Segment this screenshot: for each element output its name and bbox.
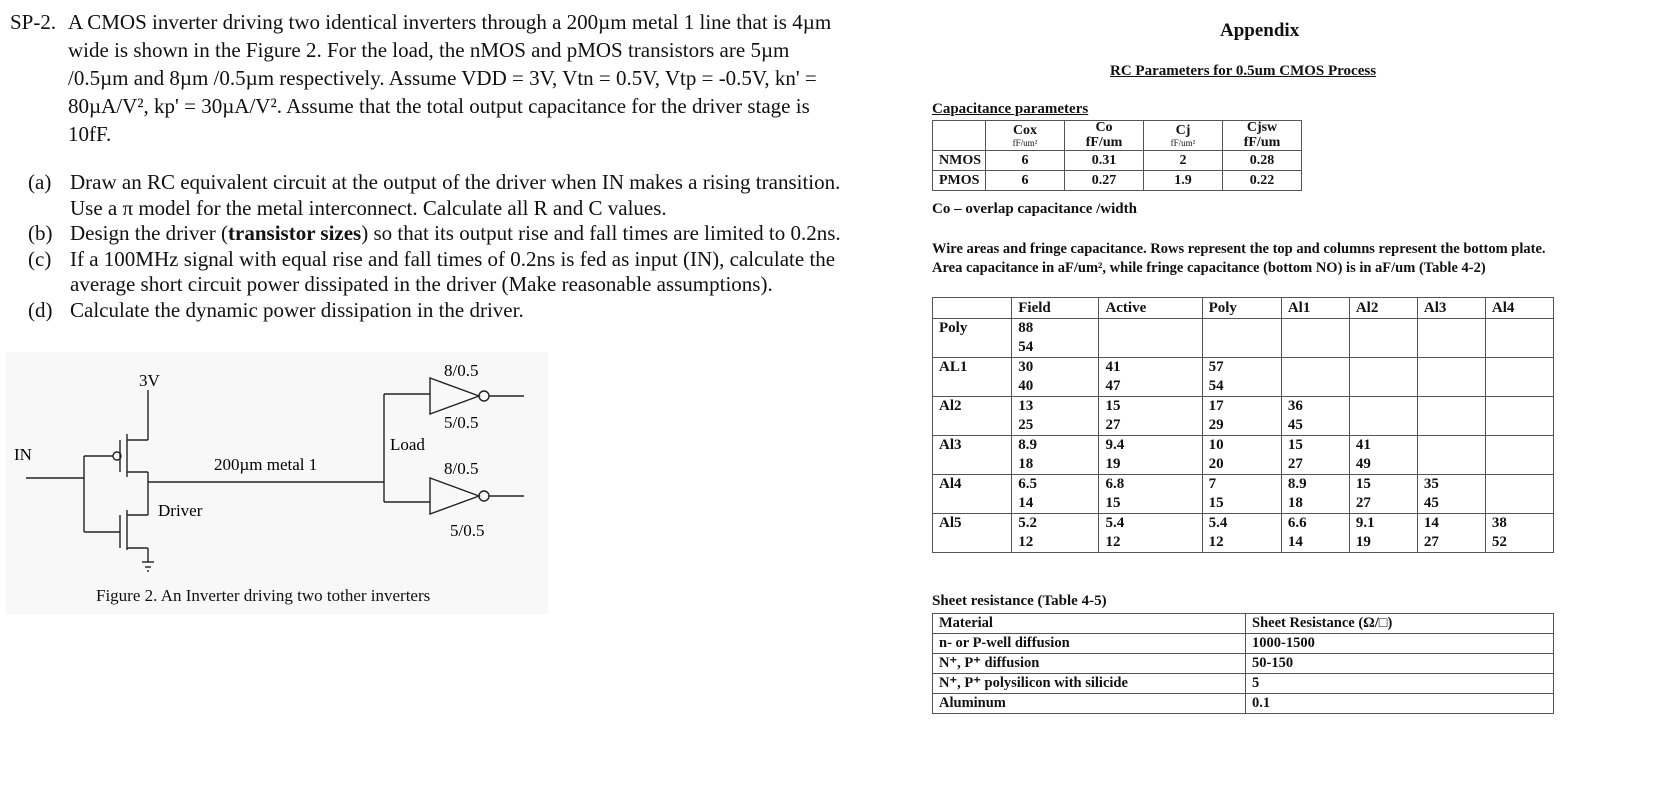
wire-cell — [1099, 514, 1202, 553]
part-label: (a) — [28, 170, 52, 194]
wire-area-value: 17 — [1208, 398, 1224, 414]
cap-cell: 6 — [986, 171, 1065, 191]
cap-header-row — [933, 121, 1302, 151]
wire-area-value: 6.5 — [1018, 476, 1037, 492]
wire-cell — [1485, 475, 1553, 514]
wire-cell — [1099, 436, 1202, 475]
wire-area-value: 88 — [1018, 320, 1034, 336]
wire-fringe-value: 25 — [1018, 417, 1034, 433]
wire-area-value: 41 — [1105, 359, 1121, 375]
wire-area-value: 5.2 — [1018, 515, 1037, 531]
wire-cell — [1349, 514, 1417, 553]
question-parts — [28, 170, 908, 323]
wire-cell — [1012, 436, 1099, 475]
wire-cell — [1349, 358, 1417, 397]
wire-fringe-value: 29 — [1208, 417, 1224, 433]
part-line: average short circuit power dissipated in the driver (Make reasonable assumptions). — [70, 272, 773, 296]
wire-fringe-value: 14 — [1018, 495, 1034, 511]
wire-cell — [1485, 358, 1553, 397]
wire-row-name: Al3 — [933, 436, 1012, 475]
wire-fringe-value: 15 — [1105, 495, 1121, 511]
wire-cell — [1417, 358, 1485, 397]
sheet-material: Aluminum — [933, 694, 1246, 714]
wire-area-value: 36 — [1287, 398, 1303, 414]
wire-fringe-value: 47 — [1105, 378, 1121, 394]
sheet-header: Material — [933, 614, 1246, 634]
part-line: Draw an RC equivalent circuit at the output of the driver when IN makes a rising transition. — [70, 170, 841, 194]
inv2-bottom-label: 5/0.5 — [450, 521, 485, 540]
sheet-value: 0.1 — [1246, 694, 1554, 714]
wire-fringe-value: 49 — [1355, 456, 1371, 472]
cap-header-corner — [933, 121, 986, 151]
load-inverter-2 — [430, 478, 479, 514]
wire-row — [933, 358, 1554, 397]
cap-header-unit: fF/um — [1243, 135, 1281, 150]
wire-cell — [1349, 436, 1417, 475]
wire-fringe-value: 14 — [1287, 534, 1303, 550]
problem-line: 10fF. — [68, 122, 112, 146]
sheet-value: 1000-1500 — [1246, 634, 1554, 654]
wire-col-header: Al3 — [1417, 298, 1485, 319]
wire-cell — [1349, 319, 1417, 358]
cap-cell: 2 — [1144, 151, 1223, 171]
wire-fringe-value: 45 — [1423, 495, 1439, 511]
wire-cell — [1281, 436, 1349, 475]
sheet-material: N⁺, P⁺ polysilicon with silicide — [933, 674, 1246, 694]
wire-cell — [1202, 397, 1281, 436]
wire-cell — [1012, 475, 1099, 514]
wire-row — [933, 436, 1554, 475]
wire-fringe-value: 27 — [1105, 417, 1121, 433]
wire-cell — [1485, 436, 1553, 475]
wire-row — [933, 514, 1554, 553]
wire-cell — [1417, 319, 1485, 358]
wire-fringe-value: 20 — [1208, 456, 1224, 472]
vdd-label: 3V — [139, 371, 160, 390]
appendix-title: Appendix — [1220, 20, 1300, 41]
cap-row-name: PMOS — [933, 171, 986, 191]
wire-fringe-value: 18 — [1018, 456, 1034, 472]
question-part — [28, 298, 908, 324]
wire-cell — [1012, 319, 1099, 358]
wire-area-value: 9.4 — [1105, 437, 1125, 453]
sheet-row — [933, 654, 1554, 674]
wire-row-name: Al4 — [933, 475, 1012, 514]
part-label: (c) — [28, 246, 52, 271]
cap-cell: 1.9 — [1144, 171, 1223, 191]
wire-label: 200µm metal 1 — [214, 455, 318, 474]
wire-col-header: Active — [1099, 298, 1202, 319]
part-label: (d) — [28, 297, 53, 322]
wire-col-header: Al4 — [1485, 298, 1553, 319]
wire-col-header: Al1 — [1281, 298, 1349, 319]
wire-area-value: 41 — [1355, 437, 1371, 453]
wire-cell — [1099, 319, 1202, 358]
wire-cell — [1417, 514, 1485, 553]
part-text-bold: transistor sizes — [228, 221, 362, 245]
part-text — [70, 221, 908, 247]
capacitance-title: Capacitance parameters — [932, 101, 1089, 117]
wire-cell — [1012, 358, 1099, 397]
wire-area-value: 10 — [1208, 437, 1224, 453]
wire-fringe-value: 27 — [1423, 534, 1439, 550]
wire-cell — [1202, 475, 1281, 514]
wire-fringe-value: 27 — [1287, 456, 1303, 472]
input-label: IN — [14, 445, 32, 464]
sheet-row — [933, 634, 1554, 654]
wire-fringe-value: 19 — [1355, 534, 1371, 550]
problem-line: 80µA/V², kp' = 30µA/V². Assume that the total output capacitance for the driver stage is — [68, 94, 810, 118]
wire-fringe-value: 12 — [1208, 534, 1224, 550]
wire-area-value: 5.4 — [1208, 515, 1228, 531]
wire-area-value: 6.8 — [1105, 476, 1125, 492]
inv2-top-label: 8/0.5 — [444, 459, 479, 478]
part-line: Calculate the dynamic power dissipation in the driver. — [70, 297, 524, 322]
wire-cell — [1202, 319, 1281, 358]
cap-header-name: Co — [1095, 120, 1113, 135]
sheet-row — [933, 694, 1554, 714]
cap-row-name: NMOS — [933, 151, 986, 171]
load-inverter-1 — [430, 378, 479, 414]
wire-area-value: 6.6 — [1287, 515, 1307, 531]
appendix-subtitle: RC Parameters for 0.5um CMOS Process — [1110, 63, 1377, 79]
wire-cell — [1281, 358, 1349, 397]
cap-cell: 0.27 — [1065, 171, 1144, 191]
part-text — [70, 247, 908, 298]
part-line: Use a π model for the metal interconnect. Calculate all R and C values. — [70, 195, 667, 220]
wire-area-value: 14 — [1423, 515, 1439, 531]
wire-area-value: 38 — [1491, 515, 1507, 531]
figure-caption: Figure 2. An Inverter driving two tother inverters — [96, 586, 431, 605]
wire-fringe-value: 54 — [1018, 339, 1034, 355]
sheet-value: 50-150 — [1246, 654, 1554, 674]
wire-area-value: 9.1 — [1355, 515, 1375, 531]
wire-area-value: 7 — [1208, 476, 1217, 492]
cap-header-name: Cjsw — [1246, 120, 1278, 135]
wire-cell — [1012, 397, 1099, 436]
wire-area-value: 30 — [1018, 359, 1034, 375]
inv1-bottom-label: 5/0.5 — [444, 413, 479, 432]
sheet-material: n- or P-well diffusion — [933, 634, 1246, 654]
problem-line: wide is shown in the Figure 2. For the load, the nMOS and pMOS transistors are 5µm — [68, 38, 790, 62]
wire-cell — [1281, 514, 1349, 553]
wire-cell — [1281, 319, 1349, 358]
wire-row-name: Al5 — [933, 514, 1012, 553]
part-text-pre: Design the driver ( — [70, 221, 229, 245]
wire-cell — [1417, 475, 1485, 514]
wire-area-value: 8.9 — [1287, 476, 1307, 492]
wire-row-name: Al2 — [933, 397, 1012, 436]
wire-fringe-value: 12 — [1018, 534, 1034, 550]
wire-cell — [1485, 319, 1553, 358]
wire-area-value: 15 — [1287, 437, 1303, 453]
part-text — [70, 170, 908, 221]
problem-statement — [10, 8, 890, 148]
wire-cell — [1202, 514, 1281, 553]
wire-cell — [1417, 436, 1485, 475]
wire-cell — [1099, 358, 1202, 397]
cap-header — [1223, 121, 1302, 151]
wire-cell — [1099, 475, 1202, 514]
wire-row — [933, 475, 1554, 514]
wire-row-name: Poly — [933, 319, 1012, 358]
wire-cell — [1202, 358, 1281, 397]
part-label: (b) — [28, 221, 53, 245]
problem-number: SP-2. — [10, 10, 57, 34]
cap-header-name: Cox — [1012, 122, 1038, 138]
wire-col-header: Field — [1012, 298, 1099, 319]
question-part — [28, 170, 908, 221]
sheet-resistance-title: Sheet resistance (Table 4-5) — [932, 593, 1107, 609]
wire-row-name: AL1 — [933, 358, 1012, 397]
inv1-top-label: 8/0.5 — [444, 361, 479, 380]
cap-header — [1065, 121, 1144, 151]
driver-label: Driver — [158, 501, 203, 520]
question-part — [28, 247, 908, 298]
wire-fringe-value: 54 — [1208, 378, 1224, 394]
wire-fringe-value: 18 — [1287, 495, 1303, 511]
wire-cell — [1281, 397, 1349, 436]
wire-cell — [1349, 475, 1417, 514]
figure-panel — [6, 352, 548, 614]
part-line: If a 100MHz signal with equal rise and fall times of 0.2ns is fed as input (IN), calculate the — [70, 246, 836, 271]
cap-cell: 0.28 — [1223, 151, 1302, 171]
wire-capacitance-table — [932, 297, 1554, 553]
problem-line: /0.5µm and 8µm /0.5µm respectively. Assume VDD = 3V, Vtn = 0.5V, Vtp = -0.5V, kn' = — [68, 66, 817, 90]
wire-fringe-value: 12 — [1105, 534, 1121, 550]
cap-header — [1144, 121, 1223, 151]
wire-cell — [1281, 475, 1349, 514]
wire-fringe-value: 27 — [1355, 495, 1371, 511]
question-part — [28, 221, 908, 247]
cap-header-unit: fF/um² — [1170, 137, 1196, 148]
problem-line: A CMOS inverter driving two identical inverters through a 200µm metal 1 line that is 4µm — [68, 10, 832, 34]
wire-area-value: 57 — [1208, 359, 1224, 375]
inverter-circuit-diagram — [6, 352, 548, 614]
problem-text — [68, 8, 890, 148]
wire-area-value: 15 — [1105, 398, 1121, 414]
cap-header-name: Cj — [1175, 122, 1191, 138]
wire-cell — [1417, 397, 1485, 436]
wire-fringe-value: 19 — [1105, 456, 1121, 472]
wire-row — [933, 319, 1554, 358]
part-text-post: ) so that its output rise and fall times are limited to 0.2ns. — [361, 221, 841, 245]
sheet-row — [933, 674, 1554, 694]
cap-header — [986, 121, 1065, 151]
wire-cell — [1099, 397, 1202, 436]
wire-cell — [1012, 514, 1099, 553]
sheet-resistance-table — [932, 613, 1554, 714]
sheet-material: N⁺, P⁺ diffusion — [933, 654, 1246, 674]
wire-cell — [1349, 397, 1417, 436]
cap-header-unit: fF/um² — [1012, 137, 1038, 148]
capacitance-table — [932, 120, 1302, 191]
wire-area-value: 35 — [1423, 476, 1439, 492]
wire-col-header: Poly — [1202, 298, 1281, 319]
sheet-header-row — [933, 614, 1554, 634]
wire-description: Wire areas and fringe capacitance. Rows represent the top and columns represent the bottom plate. Area capacitance in aF/um², while fringe capacitance (bottom NO) is in aF/um (Table 4-2) — [932, 241, 1546, 276]
wire-cell — [1202, 436, 1281, 475]
cap-cell: 6 — [986, 151, 1065, 171]
cap-row — [933, 151, 1302, 171]
wire-fringe-value: 40 — [1018, 378, 1034, 394]
wire-cell — [1485, 397, 1553, 436]
cap-cell: 0.31 — [1065, 151, 1144, 171]
cap-header-unit: fF/um — [1085, 135, 1123, 150]
load-label: Load — [390, 435, 425, 454]
part-text — [70, 298, 908, 324]
sheet-value: 5 — [1246, 674, 1554, 694]
wire-col-header — [933, 298, 1012, 319]
wire-fringe-value: 45 — [1287, 417, 1303, 433]
wire-area-value: 13 — [1018, 398, 1034, 414]
wire-header-row — [933, 298, 1554, 319]
wire-cell — [1485, 514, 1553, 553]
sheet-header: Sheet Resistance (Ω/□) — [1246, 614, 1554, 634]
wire-area-value: 8.9 — [1018, 437, 1037, 453]
wire-area-value: 5.4 — [1105, 515, 1125, 531]
cap-cell: 0.22 — [1223, 171, 1302, 191]
wire-fringe-value: 52 — [1491, 534, 1507, 550]
wire-area-value: 15 — [1355, 476, 1371, 492]
wire-col-header: Al2 — [1349, 298, 1417, 319]
wire-row — [933, 397, 1554, 436]
part-line — [70, 221, 908, 247]
capacitance-note: Co – overlap capacitance /width — [932, 201, 1137, 217]
wire-fringe-value: 15 — [1208, 495, 1224, 511]
cap-row — [933, 171, 1302, 191]
